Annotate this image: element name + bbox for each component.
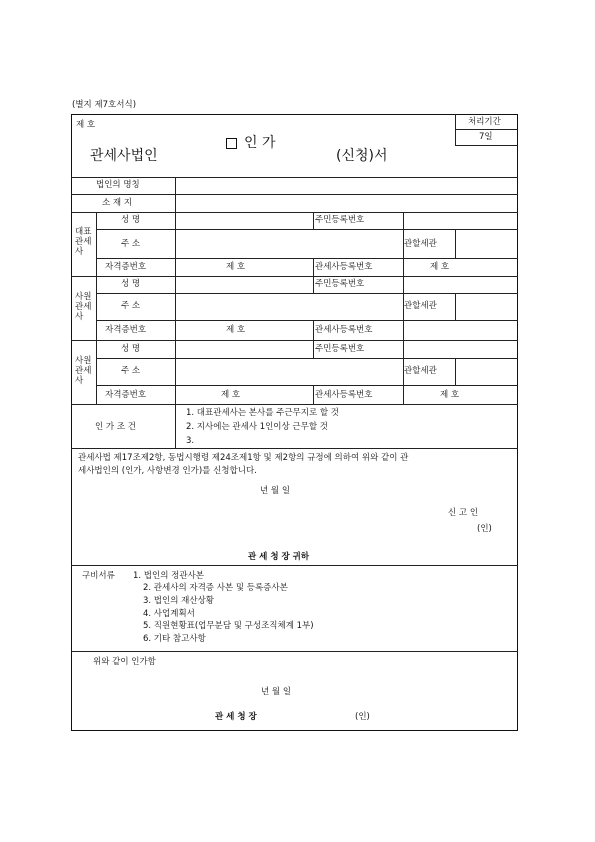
rep-jurisdiction-label: 관할세관	[404, 239, 437, 249]
member2-license-no-value: 제 호	[221, 390, 241, 400]
applicant-label: 신 고 인	[448, 508, 479, 518]
declaration-date: 년 월 일	[260, 486, 291, 496]
condition-item: 3.	[186, 436, 195, 446]
member1-jurisdiction-label: 관할세관	[404, 301, 437, 311]
member2-resident-no-label: 주민등록번호	[315, 344, 365, 354]
document-item: 4. 사업계획서	[143, 609, 195, 619]
approval-checkbox[interactable]	[226, 138, 237, 149]
approval-text: 위와 같이 인가함	[93, 657, 156, 667]
member2-address-label: 주 소	[121, 366, 141, 376]
member2-jurisdiction-label: 관할세관	[404, 366, 437, 376]
rep-license-no-label: 자격증번호	[105, 262, 147, 272]
addressee: 관 세 청 장 귀하	[248, 552, 310, 562]
member1-license-no-label: 자격증번호	[105, 325, 147, 335]
processing-period-value: 7일	[479, 132, 493, 142]
rep-registration-no-value: 제 호	[430, 262, 450, 272]
condition-item: 1. 대표관세사는 본사를 주근무지로 할 것	[186, 408, 339, 418]
member2-license-no-label: 자격증번호	[105, 390, 147, 400]
conditions-label: 인 가 조 건	[95, 422, 136, 432]
member1-registration-no-label: 관세사등록번호	[315, 325, 373, 335]
applicant-seal: (인)	[477, 524, 492, 534]
approval-date: 년 월 일	[261, 687, 292, 697]
member2-registration-no-label: 관세사등록번호	[315, 390, 373, 400]
approval-seal: (인)	[355, 712, 370, 722]
form-number: (별지 제7호서식)	[72, 100, 137, 110]
member1-resident-no-label: 주민등록번호	[315, 279, 365, 289]
member1-address-label: 주 소	[121, 301, 141, 311]
title-left: 관세사법인	[90, 148, 158, 164]
declaration-line-1: 관세사법 제17조제2항, 동법시행령 제24조제1항 및 제2항의 규정에 의하여 위와 같이 관	[78, 453, 409, 463]
document-item: 5. 직원현황표(업무분담 및 구성조직체계 1부)	[143, 621, 314, 631]
declaration-line-2: 세사법인의 (인가, 사항변경 인가)를 신청합니다.	[78, 466, 257, 476]
processing-period-label: 처리기간	[468, 117, 501, 127]
rep-registration-no-label: 관세사등록번호	[315, 262, 373, 272]
member2-name-label: 성 명	[121, 344, 141, 354]
rep-name-label: 성 명	[121, 215, 141, 225]
document-item: 1. 법인의 정관사본	[133, 571, 204, 581]
document-item: 2. 관세사의 자격증 사본 및 등록증사본	[143, 583, 288, 593]
title-approval: 인 가	[244, 135, 276, 151]
rep-resident-no-label: 주민등록번호	[315, 215, 365, 225]
corp-name-label: 법인의 명칭	[96, 180, 140, 190]
member2-registration-no-value: 제 호	[440, 390, 460, 400]
document-item: 3. 법인의 재산상황	[143, 596, 214, 606]
approval-authority: 관 세 청 장	[215, 712, 257, 722]
document-no-label: 제 호	[76, 120, 96, 130]
corp-location-label: 소 재 지	[102, 198, 133, 208]
member2-group-label: 사원 관세 사	[75, 356, 92, 386]
rep-broker-group-label: 대표 관세 사	[75, 227, 92, 257]
member1-license-no-value: 제 호	[226, 325, 246, 335]
documents-label: 구비서류	[82, 571, 115, 581]
rep-license-no-value: 제 호	[226, 262, 246, 272]
document-item: 6. 기타 참고사항	[143, 634, 206, 644]
title-right: (신청)서	[336, 148, 388, 164]
rep-address-label: 주 소	[121, 239, 141, 249]
member1-group-label: 사원 관세 사	[75, 292, 92, 322]
condition-item: 2. 지사에는 관세사 1인이상 근무할 것	[186, 422, 328, 432]
member1-name-label: 성 명	[121, 279, 141, 289]
